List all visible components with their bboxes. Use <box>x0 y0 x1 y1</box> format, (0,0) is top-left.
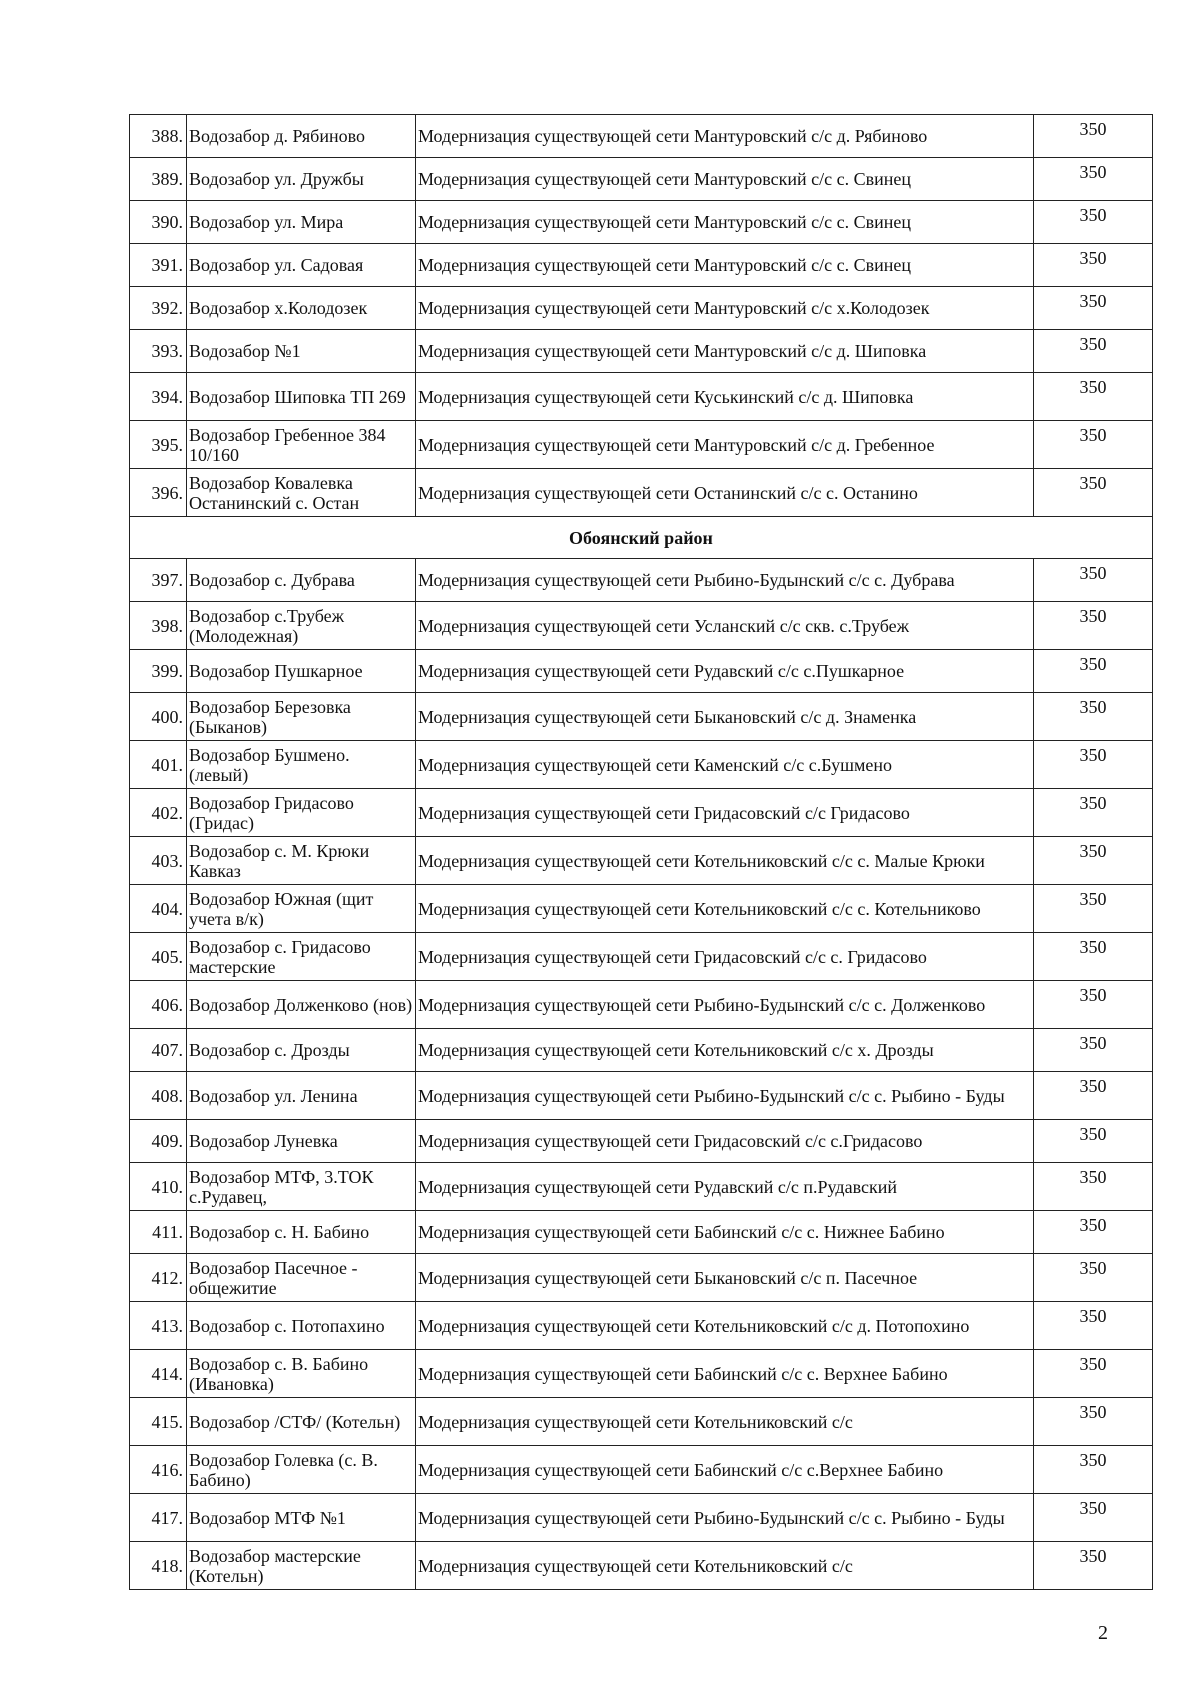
row-number: 413. <box>130 1302 187 1350</box>
intake-name: Водозабор х.Колодозек <box>187 287 416 330</box>
water-intake-table <box>129 114 1153 1590</box>
page-number: 2 <box>1098 1622 1108 1644</box>
intake-name: Водозабор Березовка (Быканов) <box>187 693 416 741</box>
row-value: 350 <box>1034 1029 1153 1072</box>
intake-name: Водозабор ул. Мира <box>187 201 416 244</box>
section-row <box>130 517 1153 559</box>
row-value: 350 <box>1034 885 1153 933</box>
work-description: Модернизация существующей сети Рудавский с/с с.Пушкарное <box>416 650 1034 693</box>
intake-name: Водозабор Долженково (нов) <box>187 981 416 1029</box>
intake-name: Водозабор с. В. Бабино (Ивановка) <box>187 1350 416 1398</box>
row-number: 388. <box>130 115 187 158</box>
row-number: 409. <box>130 1120 187 1163</box>
work-description: Модернизация существующей сети Котельниковский с/с х. Дрозды <box>416 1029 1034 1072</box>
row-number: 415. <box>130 1398 187 1446</box>
table-row <box>130 1542 1153 1590</box>
row-value: 350 <box>1034 1494 1153 1542</box>
row-number: 401. <box>130 741 187 789</box>
row-number: 418. <box>130 1542 187 1590</box>
row-value: 350 <box>1034 933 1153 981</box>
row-number: 398. <box>130 602 187 650</box>
table-row <box>130 201 1153 244</box>
intake-name: Водозабор мастерские (Котельн) <box>187 1542 416 1590</box>
table-row <box>130 421 1153 469</box>
row-number: 405. <box>130 933 187 981</box>
intake-name: Водозабор д. Рябиново <box>187 115 416 158</box>
row-number: 393. <box>130 330 187 373</box>
row-number: 417. <box>130 1494 187 1542</box>
work-description: Модернизация существующей сети Мантуровский с/с с. Свинец <box>416 158 1034 201</box>
row-value: 350 <box>1034 115 1153 158</box>
row-number: 403. <box>130 837 187 885</box>
work-description: Модернизация существующей сети Бабинский с/с с. Верхнее Бабино <box>416 1350 1034 1398</box>
row-value: 350 <box>1034 1120 1153 1163</box>
work-description: Модернизация существующей сети Мантуровский с/с с. Свинец <box>416 244 1034 287</box>
intake-name: Водозабор Луневка <box>187 1120 416 1163</box>
work-description: Модернизация существующей сети Усланский с/с скв. с.Трубеж <box>416 602 1034 650</box>
row-value: 350 <box>1034 559 1153 602</box>
row-number: 414. <box>130 1350 187 1398</box>
work-description: Модернизация существующей сети Котельниковский с/с с. Котельниково <box>416 885 1034 933</box>
work-description: Модернизация существующей сети Котельниковский с/с <box>416 1398 1034 1446</box>
table-row <box>130 1302 1153 1350</box>
work-description: Модернизация существующей сети Рыбино-Будынский с/с с. Рыбино - Буды <box>416 1072 1034 1120</box>
table-row <box>130 650 1153 693</box>
row-value: 350 <box>1034 789 1153 837</box>
intake-name: Водозабор Гридасово (Гридас) <box>187 789 416 837</box>
table-row <box>130 115 1153 158</box>
work-description: Модернизация существующей сети Останинский с/с с. Останино <box>416 469 1034 517</box>
table-row <box>130 693 1153 741</box>
intake-name: Водозабор Ковалевка Останинский с. Остан <box>187 469 416 517</box>
table-row <box>130 1029 1153 1072</box>
intake-name: Водозабор Пушкарное <box>187 650 416 693</box>
row-value: 350 <box>1034 421 1153 469</box>
row-value: 350 <box>1034 373 1153 421</box>
table-row <box>130 244 1153 287</box>
row-value: 350 <box>1034 1302 1153 1350</box>
intake-name: Водозабор Пасечное - общежитие <box>187 1254 416 1302</box>
table-row <box>130 885 1153 933</box>
table-row <box>130 1398 1153 1446</box>
row-number: 412. <box>130 1254 187 1302</box>
table-body <box>130 115 1153 1590</box>
work-description: Модернизация существующей сети Мантуровский с/с с. Свинец <box>416 201 1034 244</box>
table-row <box>130 789 1153 837</box>
intake-name: Водозабор МТФ №1 <box>187 1494 416 1542</box>
work-description: Модернизация существующей сети Рудавский с/с п.Рудавский <box>416 1163 1034 1211</box>
table-row <box>130 1163 1153 1211</box>
row-value: 350 <box>1034 981 1153 1029</box>
row-number: 402. <box>130 789 187 837</box>
row-number: 391. <box>130 244 187 287</box>
work-description: Модернизация существующей сети Мантуровский с/с д. Гребенное <box>416 421 1034 469</box>
row-value: 350 <box>1034 1350 1153 1398</box>
row-value: 350 <box>1034 469 1153 517</box>
row-number: 404. <box>130 885 187 933</box>
row-number: 396. <box>130 469 187 517</box>
intake-name: Водозабор с. Н. Бабино <box>187 1211 416 1254</box>
row-value: 350 <box>1034 1446 1153 1494</box>
work-description: Модернизация существующей сети Рыбино-Будынский с/с с. Дубрава <box>416 559 1034 602</box>
table-row <box>130 330 1153 373</box>
row-number: 390. <box>130 201 187 244</box>
table-row <box>130 741 1153 789</box>
row-value: 350 <box>1034 1542 1153 1590</box>
table-row <box>130 1494 1153 1542</box>
row-number: 408. <box>130 1072 187 1120</box>
row-value: 350 <box>1034 1163 1153 1211</box>
row-value: 350 <box>1034 1398 1153 1446</box>
work-description: Модернизация существующей сети Котельниковский с/с <box>416 1542 1034 1590</box>
work-description: Модернизация существующей сети Быкановский с/с п. Пасечное <box>416 1254 1034 1302</box>
row-number: 406. <box>130 981 187 1029</box>
table-row <box>130 559 1153 602</box>
row-number: 407. <box>130 1029 187 1072</box>
row-number: 389. <box>130 158 187 201</box>
row-value: 350 <box>1034 244 1153 287</box>
intake-name: Водозабор ул. Ленина <box>187 1072 416 1120</box>
row-number: 416. <box>130 1446 187 1494</box>
row-value: 350 <box>1034 287 1153 330</box>
table-row <box>130 1072 1153 1120</box>
table-row <box>130 287 1153 330</box>
work-description: Модернизация существующей сети Котельниковский с/с д. Потопохино <box>416 1302 1034 1350</box>
intake-name: Водозабор с. Потопахино <box>187 1302 416 1350</box>
table-row <box>130 1254 1153 1302</box>
table-row <box>130 602 1153 650</box>
intake-name: Водозабор Голевка (с. В. Бабино) <box>187 1446 416 1494</box>
work-description: Модернизация существующей сети Мантуровский с/с х.Колодозек <box>416 287 1034 330</box>
work-description: Модернизация существующей сети Бабинский с/с с.Верхнее Бабино <box>416 1446 1034 1494</box>
row-value: 350 <box>1034 158 1153 201</box>
work-description: Модернизация существующей сети Котельниковский с/с с. Малые Крюки <box>416 837 1034 885</box>
work-description: Модернизация существующей сети Быкановский с/с д. Знаменка <box>416 693 1034 741</box>
intake-name: Водозабор Бушмено. (левый) <box>187 741 416 789</box>
work-description: Модернизация существующей сети Гридасовский с/с с. Гридасово <box>416 933 1034 981</box>
intake-name: Водозабор ул. Садовая <box>187 244 416 287</box>
table-row <box>130 1446 1153 1494</box>
row-number: 410. <box>130 1163 187 1211</box>
work-description: Модернизация существующей сети Бабинский с/с с. Нижнее Бабино <box>416 1211 1034 1254</box>
work-description: Модернизация существующей сети Рыбино-Будынский с/с с. Долженково <box>416 981 1034 1029</box>
row-number: 397. <box>130 559 187 602</box>
intake-name: Водозабор Шиповка ТП 269 <box>187 373 416 421</box>
row-value: 350 <box>1034 1072 1153 1120</box>
row-value: 350 <box>1034 330 1153 373</box>
intake-name: Водозабор ул. Дружбы <box>187 158 416 201</box>
row-number: 395. <box>130 421 187 469</box>
row-value: 350 <box>1034 837 1153 885</box>
intake-name: Водозабор /СТФ/ (Котельн) <box>187 1398 416 1446</box>
intake-name: Водозабор МТФ, 3.ТОК с.Рудавец, <box>187 1163 416 1211</box>
row-number: 394. <box>130 373 187 421</box>
intake-name: Водозабор Южная (щит учета в/к) <box>187 885 416 933</box>
row-value: 350 <box>1034 1211 1153 1254</box>
row-value: 350 <box>1034 201 1153 244</box>
row-number: 399. <box>130 650 187 693</box>
work-description: Модернизация существующей сети Куськинский с/с д. Шиповка <box>416 373 1034 421</box>
table-row <box>130 837 1153 885</box>
intake-name: Водозабор с. Дубрава <box>187 559 416 602</box>
table-row <box>130 981 1153 1029</box>
work-description: Модернизация существующей сети Гридасовский с/с Гридасово <box>416 789 1034 837</box>
work-description: Модернизация существующей сети Мантуровский с/с д. Рябиново <box>416 115 1034 158</box>
row-value: 350 <box>1034 741 1153 789</box>
row-value: 350 <box>1034 650 1153 693</box>
table-row <box>130 1120 1153 1163</box>
row-value: 350 <box>1034 1254 1153 1302</box>
intake-name: Водозабор с. Гридасово мастерские <box>187 933 416 981</box>
intake-name: Водозабор №1 <box>187 330 416 373</box>
work-description: Модернизация существующей сети Мантуровский с/с д. Шиповка <box>416 330 1034 373</box>
table-row <box>130 933 1153 981</box>
work-description: Модернизация существующей сети Каменский с/с с.Бушмено <box>416 741 1034 789</box>
intake-name: Водозабор с. Дрозды <box>187 1029 416 1072</box>
row-value: 350 <box>1034 602 1153 650</box>
row-value: 350 <box>1034 693 1153 741</box>
section-title: Обоянский район <box>130 517 1153 559</box>
intake-name: Водозабор Гребенное 384 10/160 <box>187 421 416 469</box>
row-number: 400. <box>130 693 187 741</box>
table-row <box>130 158 1153 201</box>
table-row <box>130 1350 1153 1398</box>
work-description: Модернизация существующей сети Рыбино-Будынский с/с с. Рыбино - Буды <box>416 1494 1034 1542</box>
intake-name: Водозабор с.Трубеж (Молодежная) <box>187 602 416 650</box>
work-description: Модернизация существующей сети Гридасовский с/с с.Гридасово <box>416 1120 1034 1163</box>
table-row <box>130 469 1153 517</box>
table-row <box>130 373 1153 421</box>
table-row <box>130 1211 1153 1254</box>
intake-name: Водозабор с. М. Крюки Кавказ <box>187 837 416 885</box>
row-number: 392. <box>130 287 187 330</box>
row-number: 411. <box>130 1211 187 1254</box>
